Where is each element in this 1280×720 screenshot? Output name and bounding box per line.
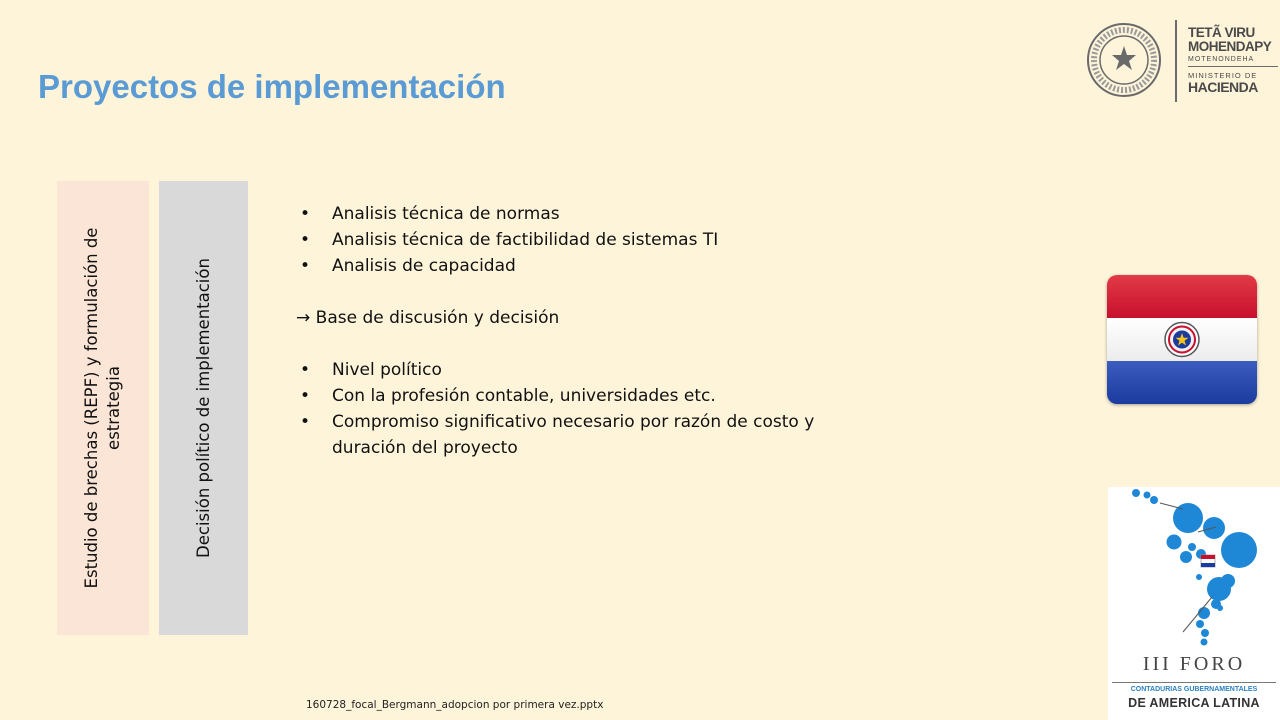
list-item: [296, 253, 856, 279]
list-item-text: Compromiso significativo necesario por razón de costo y duración del proyecto: [332, 412, 815, 458]
paraguay-flag-icon: [1107, 275, 1257, 404]
bullet-list-analysis: [296, 201, 856, 279]
list-item: [296, 357, 856, 383]
slide-title: Proyectos de implementación: [38, 68, 506, 105]
bullet-icon: •: [300, 230, 311, 250]
foro-title: III FORO: [1142, 653, 1246, 675]
column-gap-study-label: Estudio de brechas (REPF) y formulación de estrategia: [82, 227, 123, 589]
bullet-icon: •: [300, 256, 311, 276]
logo-line-4: MINISTERIO DE: [1188, 71, 1258, 80]
flag-emblem-icon: [1162, 321, 1202, 358]
list-item: [296, 201, 856, 227]
logo-divider: [1175, 20, 1177, 102]
foro-region: DE AMERICA LATINA: [1128, 696, 1260, 710]
arrow-right-icon: →: [296, 308, 311, 328]
list-item-text: Analisis técnica de normas: [332, 204, 560, 224]
bullet-icon: •: [300, 386, 311, 406]
bullet-icon: •: [300, 360, 311, 380]
logo-line-5: HACIENDA: [1188, 79, 1258, 95]
arrow-statement-text: Base de discusión y decisión: [315, 308, 560, 328]
ministry-logo-text: [1188, 26, 1280, 95]
column-political-decision: [159, 181, 248, 635]
logo-line-1: TETÃ VIRU: [1188, 25, 1255, 40]
logo-line-2: MOHENDAPY: [1188, 39, 1272, 54]
foro-logo: [1108, 487, 1280, 720]
column-political-decision-label: Decisión político de implementación: [193, 258, 213, 558]
bullet-icon: •: [300, 412, 311, 432]
column-gap-study: [57, 181, 149, 635]
latin-america-map-icon: [1108, 487, 1280, 652]
logo-line-3: MOTENONDEHA: [1188, 56, 1255, 63]
list-item-text: Analisis de capacidad: [332, 256, 516, 276]
arrow-statement: [296, 305, 856, 331]
list-item: [296, 409, 856, 461]
bullet-icon: •: [300, 204, 311, 224]
list-item-text: Con la profesión contable, universidades etc.: [332, 386, 716, 406]
footer-filename: 160728_focal_Bergmann_adopcion por primera vez.pptx: [306, 699, 604, 711]
list-item-text: Nivel político: [332, 360, 442, 380]
foro-subtitle: CONTADURIAS GUBERNAMENTALES: [1130, 686, 1258, 693]
republic-seal-icon: [1086, 22, 1162, 98]
bullet-list-commitment: [296, 357, 856, 461]
list-item: [296, 227, 856, 253]
slide-body: [296, 201, 856, 461]
list-item: [296, 383, 856, 409]
list-item-text: Analisis técnica de factibilidad de sistemas TI: [332, 230, 719, 250]
